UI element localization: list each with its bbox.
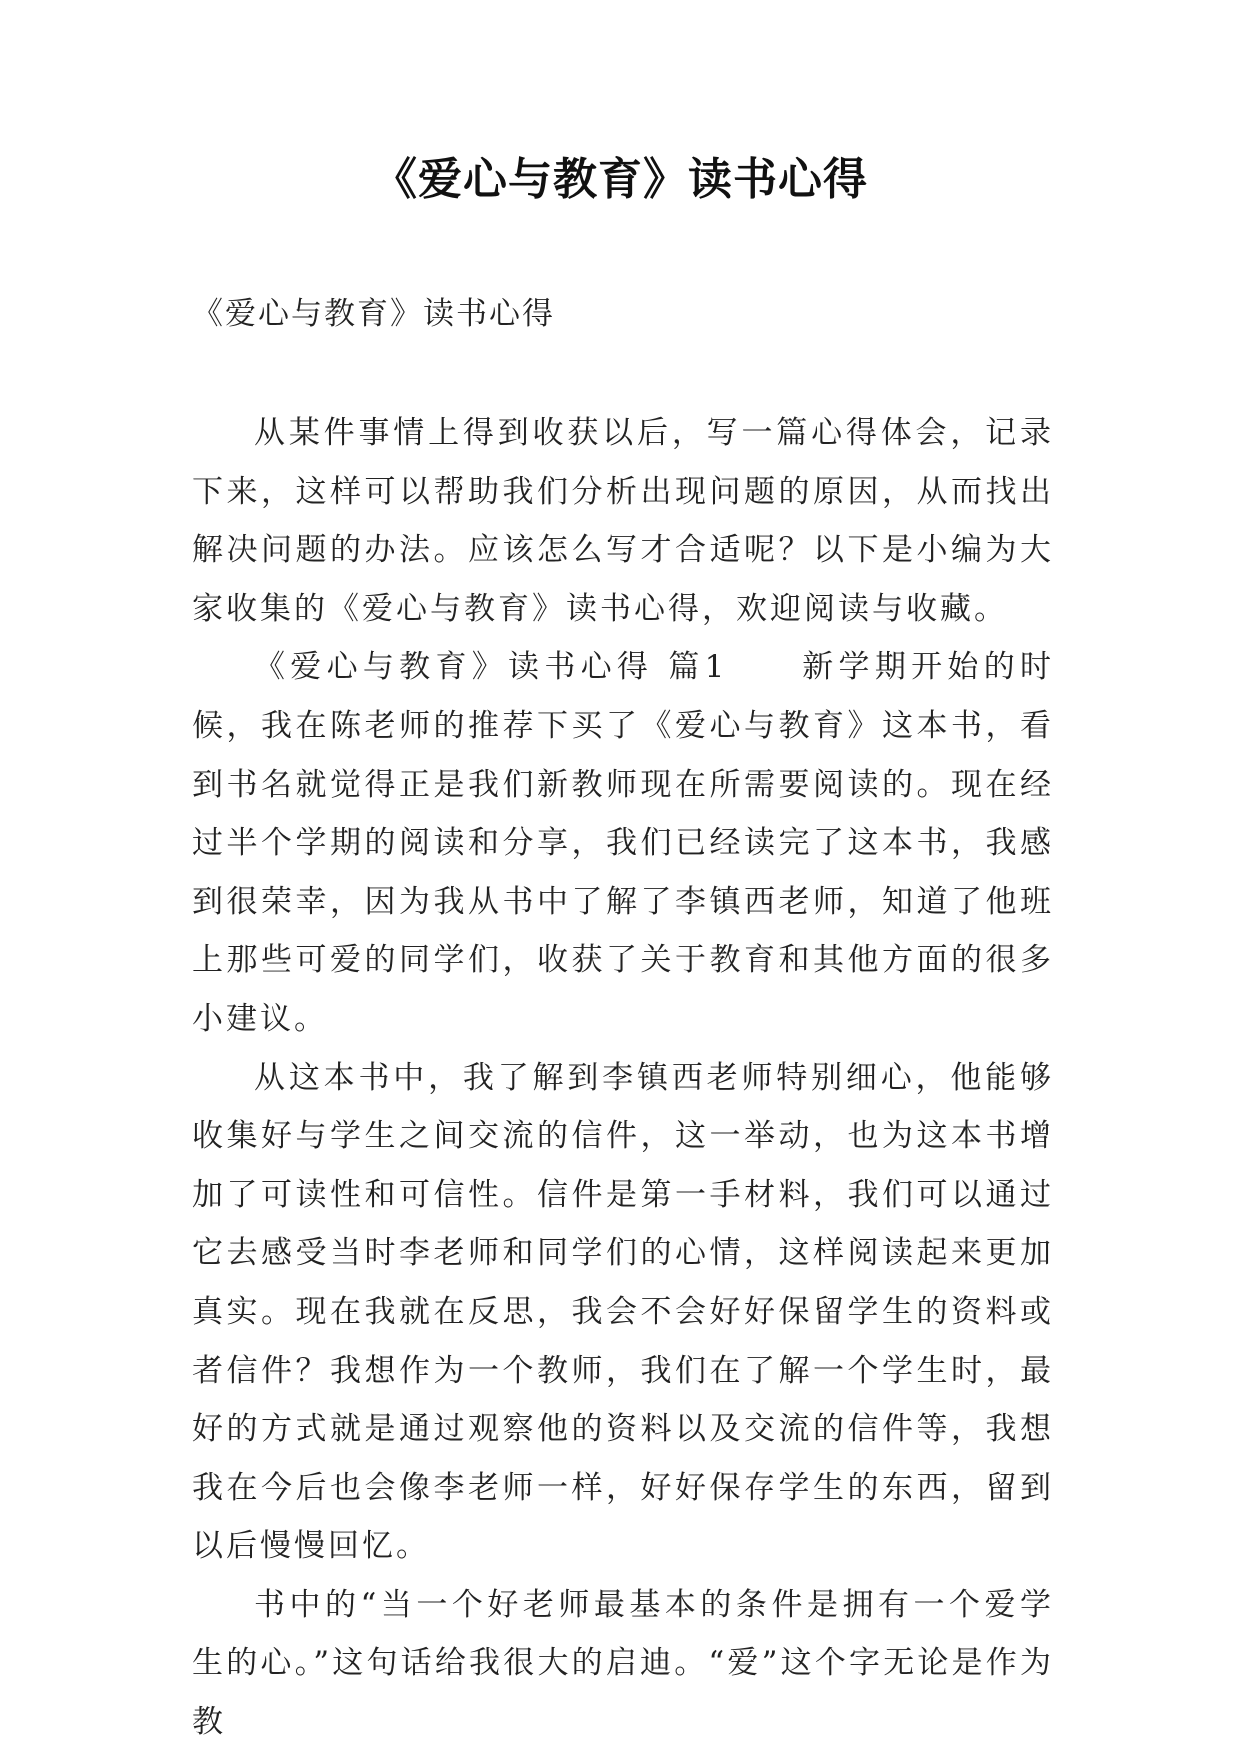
document-title: 《爱心与教育》读书心得 — [373, 154, 868, 205]
document-subtitle: 《爱心与教育》读书心得 — [192, 296, 555, 332]
paragraph-1: 《爱心与教育》读书心得 篇1 新学期开始的时候，我在陈老师的推荐下买了《爱心与教育》这本书，看到书名就觉得正是我们新教师现在所需要阅读的。现在经过半个学期的阅读和分享，我们已经读完了这本书，我感到很荣幸，因为我从书中了解了李镇西老师，知道了他班上那些可爱的同学们，收获了关于教育和其他方面的很多小建议。 — [192, 649, 1054, 1037]
paragraph-intro: 从某件事情上得到收获以后，写一篇心得体会，记录下来，这样可以帮助我们分析出现问题的原因，从而找出解决问题的办法。应该怎么写才合适呢？以下是小编为大家收集的《爱心与教育》读书心得，欢迎阅读与收藏。 — [192, 415, 1054, 627]
document-body — [192, 404, 1054, 1752]
paragraph-2: 从这本书中，我了解到李镇西老师特别细心，他能够收集好与学生之间交流的信件，这一举动，也为这本书增加了可读性和可信性。信件是第一手材料，我们可以通过它去感受当时李老师和同学们的心情，这样阅读起来更加真实。现在我就在反思，我会不会好好保留学生的资料或者信件？我想作为一个教师，我们在了解一个学生时，最好的方式就是通过观察他的资料以及交流的信件等，我想我在今后也会像李老师一样，好好保存学生的东西，留到以后慢慢回忆。 — [192, 1059, 1054, 1565]
paragraph-3: 书中的“当一个好老师最基本的条件是拥有一个爱学生的心。”这句话给我很大的启迪。“爱”这个字无论是作为教 — [192, 1586, 1054, 1741]
